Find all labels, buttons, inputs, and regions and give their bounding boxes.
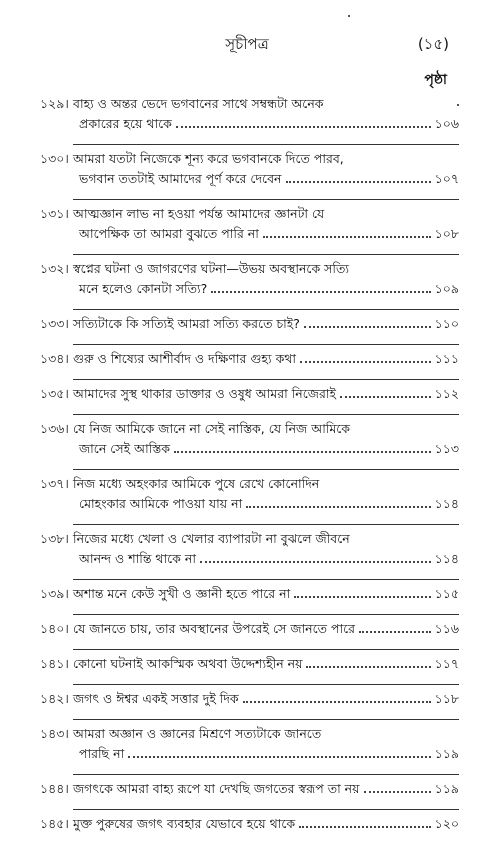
entry-title-line: আপেক্ষিক তা আমরা বুঝতে পারি না <box>79 226 259 241</box>
entry-page-number: ১১৬ <box>434 621 459 636</box>
entry-page-number: ১১৯ <box>434 746 459 761</box>
entry-number: ১৩৯। <box>40 586 69 601</box>
dot-leader <box>364 791 431 793</box>
entry-page-number: ১০৬ <box>434 116 459 131</box>
dot-leader <box>263 236 431 238</box>
toc-entry[interactable] <box>40 345 459 380</box>
entry-title-line: মুক্ত পুরুষের জগৎ ব্যবহার যেভাবে হয়ে থাকে <box>73 816 296 831</box>
entry-page-number: ১১১ <box>434 351 459 366</box>
entry-page-number: ১২০ <box>434 816 459 831</box>
entry-page-number: ১১৩ <box>434 441 459 456</box>
entry-number: ১৩৮। <box>40 531 69 546</box>
toc-entry[interactable] <box>40 685 459 720</box>
entry-title-line: অশান্ত মনে কেউ সুখী ও জ্ঞানী হতে পারে না <box>73 586 291 601</box>
entry-title-line: যে নিজ আমিকে জানে না সেই নাস্তিক, যে নিজ আমিকে <box>73 421 351 436</box>
entry-title-line: মনে হলেও কোনটা সত্যি? <box>79 281 208 296</box>
toc-entry[interactable] <box>40 470 459 525</box>
entry-title-line: প্রকারের হয়ে থাকে <box>79 116 172 131</box>
entry-title-line: পারছি না <box>79 746 125 761</box>
entry-number: ১৩২। <box>40 261 69 276</box>
toc-entry[interactable] <box>40 775 459 810</box>
entry-title-line: নিজ মধ্যে অহংকার আমিকে পুষে রেখে কোনোদিন <box>73 476 320 491</box>
page-title: সূচীপত্র <box>225 35 269 53</box>
entry-number: ১৪০। <box>40 621 69 636</box>
speck-mark <box>348 15 350 17</box>
entry-page-number: ১১০ <box>434 316 459 331</box>
dot-leader <box>128 756 430 758</box>
entry-number: ১৪৩। <box>40 726 69 741</box>
toc-entry[interactable] <box>40 90 459 145</box>
entry-title-line: আমাদের সুস্থ থাকার ডাক্তার ও ওষুধ আমরা নিজেরাই <box>73 386 336 401</box>
entry-title-line: ভগবান ততটাই আমাদের পূর্ণ করে দেবেন <box>79 171 282 186</box>
entry-title-line: স্বপ্নের ঘটনা ও জাগরণের ঘটনা—উভয় অবস্থানকে সত্যি <box>73 261 350 276</box>
entry-page-number: ১১৫ <box>434 586 459 601</box>
dot-leader <box>286 181 431 183</box>
toc-entry[interactable] <box>40 810 459 845</box>
entry-title-line: আমরা যতটা নিজেকে শূন্য করে ভগবানকে দিতে পারব, <box>73 151 344 166</box>
entry-page-number: ১১৪ <box>434 551 459 566</box>
entry-title-line: আমরা অজ্ঞান ও জ্ঞানের মিশ্রণে সত্যটাকে জানতে <box>73 726 322 741</box>
entry-title-line: জগৎকে আমরা বাহ্য রূপে যা দেখছি জগতের স্বরূপ তা নয় <box>73 781 360 796</box>
entry-number: ১৪২। <box>40 691 69 706</box>
toc-entry[interactable] <box>40 650 459 685</box>
entry-number: ১৩৪। <box>40 351 69 366</box>
toc-entry[interactable] <box>40 720 459 775</box>
entry-page-number: ১১৪ <box>434 496 459 511</box>
toc-entry[interactable] <box>40 525 459 580</box>
entry-page-number: ১০৮ <box>434 226 459 241</box>
dot-leader <box>200 561 431 563</box>
entry-number: ১৩৬। <box>40 421 69 436</box>
entry-page-number: ১১৯ <box>434 781 459 796</box>
dot-leader <box>299 826 431 828</box>
entry-page-number: ১০৯ <box>434 281 459 296</box>
entry-title-line: গুরু ও শিষ্যের আশীর্বাদ ও দক্ষিণার গুহ্য কথা <box>73 351 297 366</box>
entry-number: ১৩১। <box>40 206 69 221</box>
dot-leader <box>294 596 430 598</box>
toc-entry[interactable] <box>40 580 459 615</box>
dot-leader <box>176 126 431 128</box>
entry-number: ১৪৫। <box>40 816 69 831</box>
entry-page-number: ১১২ <box>434 386 459 401</box>
dot-leader <box>246 506 430 508</box>
page-column-heading: পৃষ্ঠা <box>424 72 447 88</box>
dot-leader <box>306 666 430 668</box>
entry-number: ১৪১। <box>40 656 69 671</box>
entry-number: ১৩৭। <box>40 476 69 491</box>
dot-leader <box>211 291 430 293</box>
toc-entry[interactable] <box>40 415 459 470</box>
dot-leader <box>243 701 431 703</box>
toc-entry[interactable] <box>40 200 459 255</box>
dot-leader <box>304 326 431 328</box>
entry-number: ১৪৪। <box>40 781 69 796</box>
entry-title-line: মোহংকার আমিকে পাওয়া যায় না <box>79 496 243 511</box>
dot-leader <box>340 396 431 398</box>
toc-entry[interactable] <box>40 615 459 650</box>
entry-number: ১৩০। <box>40 151 69 166</box>
entry-page-number: ১১৭ <box>434 656 459 671</box>
toc-entry[interactable] <box>40 255 459 310</box>
dot-leader <box>300 361 431 363</box>
entry-title-line: জানে সেই আস্তিক <box>79 441 170 456</box>
page-number: (১৫) <box>417 35 449 53</box>
toc-entry[interactable] <box>40 380 459 415</box>
entry-title-line: বাহ্য ও অন্তর ভেদে ভগবানের সাথে সম্বন্ধটা অনেক <box>73 96 324 111</box>
toc-entry[interactable] <box>40 145 459 200</box>
dot-leader <box>359 631 431 633</box>
entry-number: ১৩৫। <box>40 386 69 401</box>
entry-page-number: ১০৭ <box>434 171 459 186</box>
toc-list <box>40 90 459 845</box>
entry-title-line: সত্যিটাকে কি সত্যিই আমরা সত্যি করতে চাই? <box>73 316 300 331</box>
entry-title-line: জগৎ ও ঈশ্বর একই সত্তার দুই দিক <box>73 691 239 706</box>
dot-leader <box>174 451 431 453</box>
entry-title-line: কোনো ঘটনাই আকস্মিক অথবা উদ্দেশ্যহীন নয় <box>73 656 303 671</box>
entry-title-line: নিজের মধ্যে খেলা ও খেলার ব্যাপারটা না বুঝলে জীবনে <box>73 531 350 546</box>
entry-number: ১৩৩। <box>40 316 69 331</box>
entry-page-number: ১১৮ <box>434 691 459 706</box>
entry-number: ১২৯। <box>40 96 69 111</box>
entry-title-line: আনন্দ ও শান্তি থাকে না <box>79 551 196 566</box>
entry-title-line: আত্মজ্ঞান লাভ না হওয়া পর্যন্ত আমাদের জ্ঞানটা যে <box>73 206 325 221</box>
toc-entry[interactable] <box>40 310 459 345</box>
entry-title-line: যে জানতে চায়, তার অবস্থানের উপরেই সে জানতে পারে <box>73 621 355 636</box>
